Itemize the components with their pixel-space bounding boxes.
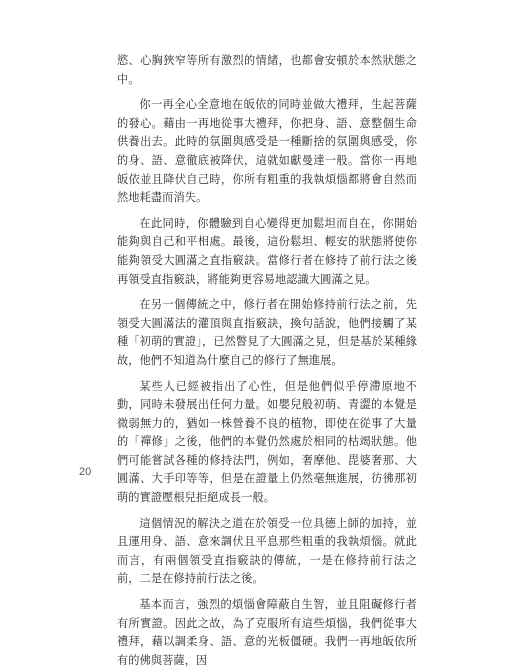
paragraph-7: 基本而言，強烈的煩惱會障蔽自生智，並且阻礙修行者有所實證。因此之故，為了克服所有這些煩惱，我們從事大禮拜，藉以調柔身、語、意的光板僵硬。我們一再地皈依所有的佛與菩薩，因 [117, 598, 417, 667]
paragraph-4: 在另一個傳統之中，修行者在開始修持前行法之前，先領受大圓滿法的灌頂與直指竅訣，換句話說，他們接觸了某種「初萌的實證」，已然瞥見了大圓滿之見，但是基於某種緣故，他們不知道為什麼自己的修行了無進展。 [117, 298, 417, 367]
paragraph-3: 在此同時，你體驗到自心變得更加鬆坦而自在，你開始能夠與自己和平相處。最後，這份鬆坦、輕安的狀態將使你能夠領受大圓滿之直指竅訣。當修行者在修持了前行法之後再領受直指竅訣，將能夠更容易地認識大圓滿之見。 [117, 216, 417, 286]
paragraph-5: 某些人已經被指出了心性，但是他們似乎停滯原地不動，同時未發展出任何力量。如嬰兒般初萌、青澀的本覺是微弱無力的，猶如一株營養不良的植物，即使在從事了大量的「禪修」之後，他們的本覺仍然處於相同的枯竭狀態。他們可能嘗試各種的修持法門，例如，奢摩他、毘婆奢那、大圓滿、大手印等等，但是在證量上仍然毫無進展，彷彿那初萌的實證壓根兒拒絕成長一般。 [117, 379, 417, 505]
paragraph-6: 這個情況的解決之道在於領受一位具德上師的加持，並且運用身、語、意來調伏且平息那些粗重的我執煩惱。就此而言，有兩個領受直指竅訣的傳統，一是在修持前行法之前，二是在修持前行法之後。 [117, 516, 417, 586]
paragraph-1: 慾、心胸狹窄等所有激烈的情緒，也都會安頓於本然狀態之中。 [117, 54, 417, 86]
paragraph-2: 你一再全心全意地在皈依的同時並做大禮拜，生起菩薩的發心。藉由一再地從事大禮拜，你把身、語、意整個生命供養出去。此時的氛圍與感受是一種斷捨的氛圍與感受，你的身、語、意徹底被降伏，這就如獻曼達一般。當你一再地皈依並且降伏自己時，你所有粗重的我執煩惱都將會自然而然地耗盡而消失。 [117, 98, 417, 205]
book-page [117, 52, 417, 667]
page-number: 20 [79, 466, 92, 478]
